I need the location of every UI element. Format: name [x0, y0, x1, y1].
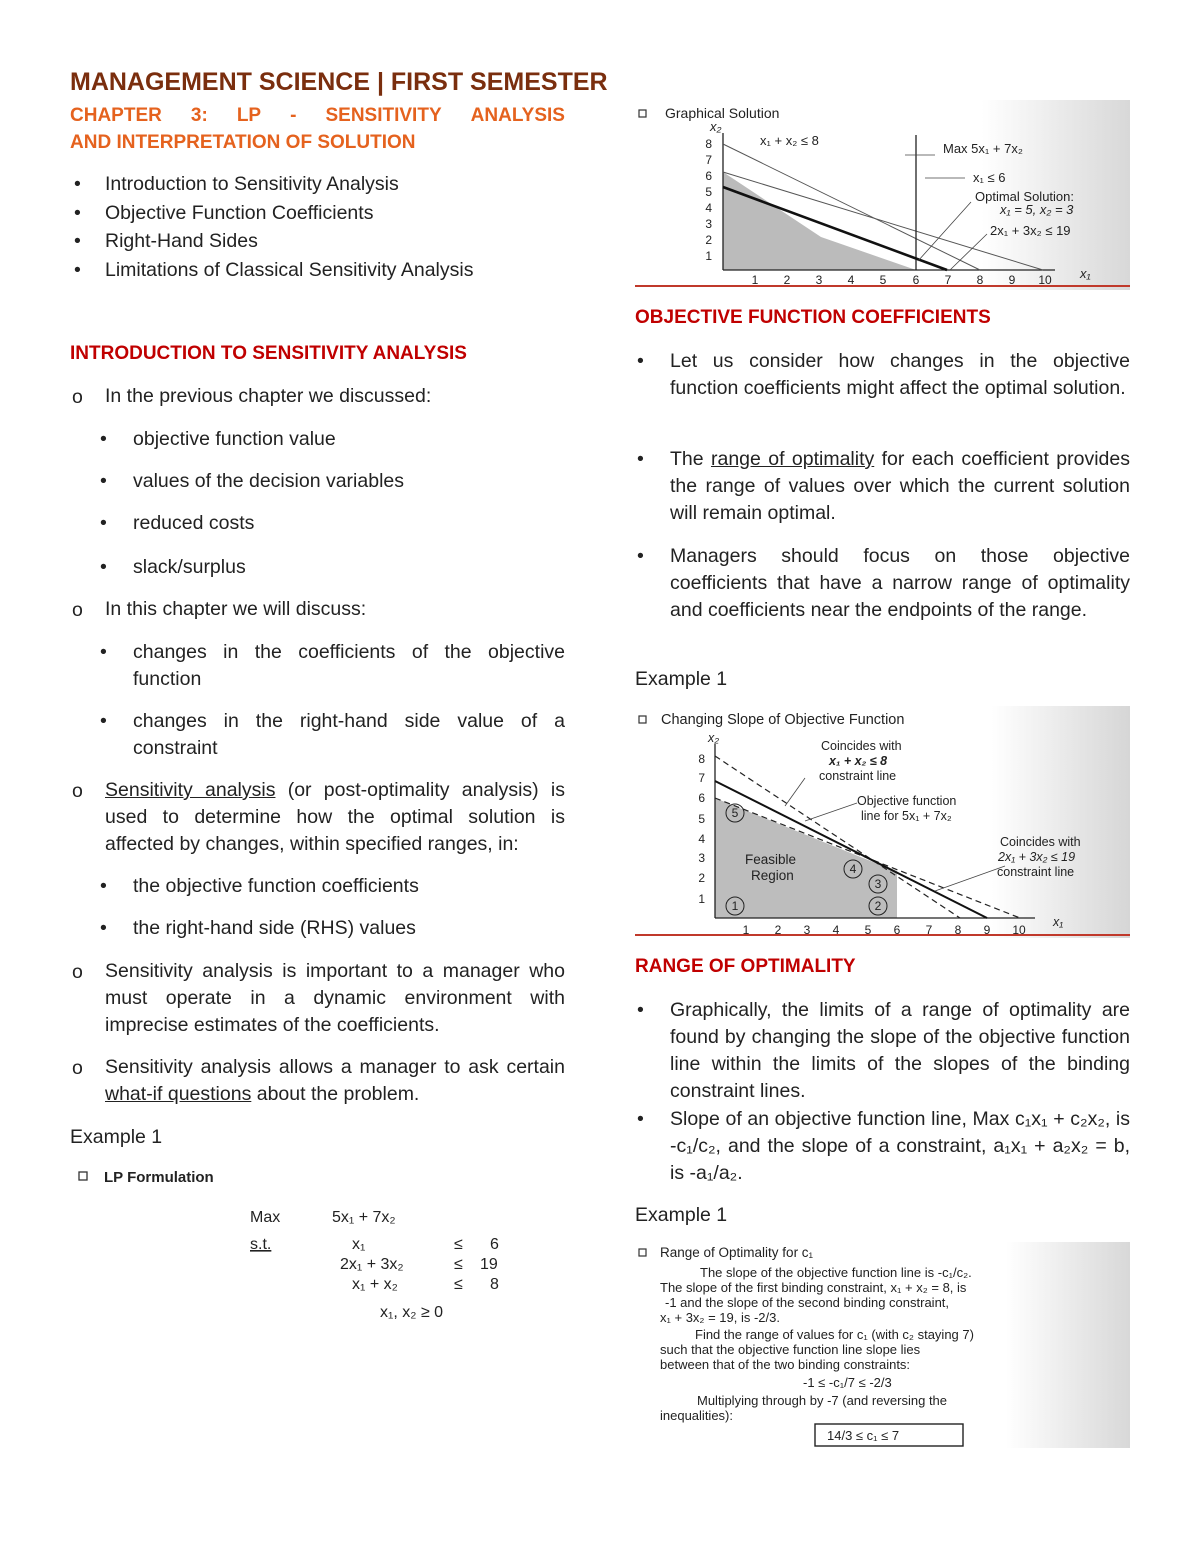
slope-tick-y: 1: [698, 892, 705, 906]
graph-label-c1: x₁ ≤ 6: [973, 170, 1006, 185]
graph-tick-x: 7: [944, 273, 952, 287]
graph-tick-y: 4: [705, 201, 712, 215]
chapter-title-line1: [70, 102, 565, 129]
bullet-icon: •: [637, 1108, 644, 1130]
intro-heading: INTRODUCTION TO SENSITIVITY ANALYSIS: [70, 343, 467, 364]
circle-bullet-icon: o: [72, 1057, 83, 1079]
graph-title: Graphical Solution: [665, 105, 780, 121]
graph-tick-x: 5: [879, 273, 887, 287]
sa-definition: Sensitivity analysis (or post-optimality analysis) is used to determine how the optimal solution is affected by changes, within specified ranges, in:: [105, 779, 565, 855]
slope-obj-a: Objective function: [857, 794, 957, 808]
bullet-icon: •: [637, 999, 644, 1021]
chapter-word: CHAPTER: [70, 105, 162, 126]
lp-c1-rhs: 6: [490, 1236, 499, 1253]
chapter-word: LP: [236, 105, 262, 126]
bullet-icon: •: [100, 428, 107, 450]
bullet-icon: •: [100, 875, 107, 897]
sa-allows: Sensitivity analysis allows a manager to ask certain what-if questions about the problem.: [105, 1056, 565, 1105]
graph-tick-y: 7: [705, 153, 712, 167]
bullet-icon: •: [74, 173, 81, 195]
lp-c1-lhs: x₁: [352, 1236, 366, 1253]
slope-tick-x: 6: [893, 923, 901, 937]
slope-coinc1-a: Coincides with: [821, 739, 902, 753]
lp-max-label: Max: [250, 1209, 281, 1226]
lp-c2-op: ≤: [454, 1256, 463, 1273]
point-label: 5: [731, 806, 739, 820]
chapter-title: [70, 102, 565, 156]
point-label: 4: [849, 862, 857, 876]
graph-tick-x: 2: [783, 273, 791, 287]
slope-y-axis-label: x₂: [708, 731, 720, 745]
slope-obj-b: line for 5x₁ + 7x₂: [861, 809, 952, 823]
slope-tick-x: 3: [803, 923, 811, 937]
sa-term: Sensitivity analysis: [105, 779, 276, 801]
graph-label-opt2: x₁ = 5, x₂ = 3: [1000, 202, 1074, 217]
prev-item: reduced costs: [133, 512, 255, 534]
range-line: between that of the two binding constraints:: [660, 1357, 911, 1372]
chapter-word: 3:: [190, 105, 208, 126]
point-label: 3: [874, 877, 882, 891]
what-if-link: what-if questions: [105, 1083, 252, 1105]
graph-x-axis-label: x₁: [1080, 266, 1091, 281]
roo-example-label: Example 1: [635, 1204, 728, 1226]
lp-c3-op: ≤: [454, 1276, 463, 1293]
this-item: changes in the right-hand side value of a constraint: [133, 710, 565, 759]
lp-c2-lhs: 2x₁ + 3x₂: [340, 1256, 404, 1273]
range-line: inequalities):: [660, 1408, 733, 1423]
slope-x-axis-label: x₁: [1053, 915, 1064, 929]
slope-tick-x: 8: [954, 923, 962, 937]
graph-y-axis-label: x₂: [710, 119, 722, 134]
graph-tick-x: 3: [815, 273, 823, 287]
graph-tick-y: 6: [705, 169, 712, 183]
range-line: The slope of the first binding constraint, x₁ + x₂ = 8, is: [660, 1280, 967, 1295]
bullet-icon: •: [100, 917, 107, 939]
slope-tick-x: 7: [925, 923, 933, 937]
slope-tick-x: 10: [1012, 923, 1026, 937]
range-line: -1 ≤ -c₁/7 ≤ -2/3: [803, 1375, 892, 1390]
bullet-icon: •: [637, 545, 644, 567]
graphical-solution-figure: [635, 100, 1130, 290]
lp-nonneg: x₁, x₂ ≥ 0: [380, 1304, 444, 1321]
intro-this-chapter: In this chapter we will discuss:: [105, 598, 367, 620]
changing-slope-figure: [635, 706, 1130, 938]
sa-item: the right-hand side (RHS) values: [133, 917, 416, 939]
slope-tick-x: 4: [832, 923, 840, 937]
chapter-title-line2: AND INTERPRETATION OF SOLUTION: [70, 132, 416, 153]
intro-example-label: Example 1: [70, 1126, 163, 1148]
chapter-word: -: [290, 105, 297, 126]
graph-tick-x: 9: [1008, 273, 1016, 287]
graph-label-c3: x₁ + x₂ ≤ 8: [760, 133, 819, 148]
range-line: The slope of the objective function line is -c₁/c₂.: [700, 1265, 972, 1280]
lp-formulation-figure: [70, 1162, 540, 1332]
graph-tick-y: 8: [705, 137, 712, 151]
slope-tick-y: 5: [698, 812, 705, 826]
range-line: Find the range of values for c₁ (with c₂ staying 7): [695, 1327, 974, 1342]
lp-c1-op: ≤: [454, 1236, 463, 1253]
slope-tick-x: 2: [774, 923, 782, 937]
circle-bullet-icon: o: [72, 599, 83, 621]
graph-tick-y: 3: [705, 217, 712, 231]
range-line: -1 and the slope of the second binding constraint,: [665, 1295, 950, 1310]
roo-heading: RANGE OF OPTIMALITY: [635, 956, 856, 977]
document-title: MANAGEMENT SCIENCE | FIRST SEMESTER: [70, 68, 608, 96]
graph-tick-x: 1: [751, 273, 759, 287]
lp-title: LP Formulation: [104, 1169, 214, 1186]
sa-important: Sensitivity analysis is important to a manager who must operate in a dynamic environment with imprecise estimates of the coefficients.: [105, 960, 565, 1036]
bullet-icon: •: [100, 470, 107, 492]
ofc-heading: OBJECTIVE FUNCTION COEFFICIENTS: [635, 307, 991, 328]
graph-tick-y: 5: [705, 185, 712, 199]
slope-tick-y: 6: [698, 791, 705, 805]
slope-tick-y: 8: [698, 752, 705, 766]
chapter-word: ANALYSIS: [470, 105, 565, 126]
range-of-optimality-figure: [635, 1242, 1130, 1448]
bullet-icon: •: [74, 201, 81, 224]
graph-label-c2: 2x₁ + 3x₂ ≤ 19: [990, 223, 1071, 238]
slope-coinc1-b: x₁ + x₂ ≤ 8: [829, 754, 888, 768]
chapter-word: SENSITIVITY: [325, 105, 442, 126]
slope-coinc2-a: Coincides with: [1000, 835, 1081, 849]
slope-coinc2-b: 2x₁ + 3x₂ ≤ 19: [998, 850, 1076, 864]
ofc-bullet-3: Managers should focus on those objective coefficients that have a narrow range of optimality and coefficients near the endpoints of the range.: [670, 545, 1130, 621]
circle-bullet-icon: o: [72, 961, 83, 983]
point-label: 1: [731, 899, 739, 913]
lp-c3-lhs: x₁ + x₂: [352, 1276, 398, 1293]
roo-bullet-1: Graphically, the limits of a range of optimality are found by changing the slope of the objective function line within the limits of the slopes of the binding constraint lines.: [670, 999, 1130, 1102]
graph-label-opt1: Optimal Solution:: [975, 189, 1074, 204]
point-label: 2: [874, 899, 882, 913]
slope-tick-x: 1: [742, 923, 750, 937]
graph-tick-x: 6: [912, 273, 920, 287]
bullet-icon: •: [100, 641, 107, 663]
prev-item: objective function value: [133, 428, 336, 450]
bullet-icon: •: [637, 350, 644, 372]
feasible-label-b: Region: [751, 868, 794, 883]
range-line: x₁ + 3x₂ = 19, is -2/3.: [660, 1310, 780, 1325]
slope-coinc1-c: constraint line: [819, 769, 897, 783]
figure-bullet-icon: [79, 1172, 87, 1180]
slope-tick-y: 4: [698, 832, 705, 846]
range-of-optimality-term: range of optimality: [710, 448, 875, 470]
ofc-bullet-2: The range of optimality for each coefficient provides the range of values over which the current solution will remain optimal.: [670, 448, 1130, 524]
slope-coinc2-c: constraint line: [997, 865, 1075, 879]
lp-st-label: s.t.: [250, 1236, 272, 1253]
slope-tick-y: 2: [698, 871, 705, 885]
graph-label-obj: Max 5x₁ + 7x₂: [943, 141, 1023, 156]
bullet-icon: •: [637, 448, 644, 470]
range-result: 14/3 ≤ c₁ ≤ 7: [827, 1428, 900, 1443]
slope-tick-y: 7: [698, 771, 705, 785]
prev-item: slack/surplus: [133, 556, 246, 578]
feasible-label-a: Feasible: [745, 852, 797, 867]
prev-item: values of the decision variables: [133, 470, 404, 492]
range-line: Multiplying through by -7 (and reversing the: [697, 1393, 948, 1408]
bullet-icon: •: [100, 512, 107, 534]
this-item: changes in the coefficients of the objective function: [133, 641, 565, 690]
graph-tick-x: 8: [976, 273, 984, 287]
bullet-icon: •: [100, 556, 107, 578]
graph-tick-y: 1: [705, 249, 712, 263]
circle-bullet-icon: o: [72, 780, 83, 802]
ofc-bullet-1: Let us consider how changes in the objective function coefficients might affect the optimal solution.: [670, 350, 1130, 399]
bullet-icon: •: [74, 230, 81, 252]
lp-c3-rhs: 8: [490, 1276, 499, 1293]
ofc-example-label: Example 1: [635, 668, 728, 690]
graph-tick-x: 10: [1038, 273, 1052, 287]
lp-c2-rhs: 19: [480, 1256, 498, 1273]
circle-bullet-icon: o: [72, 386, 83, 408]
sa-item: the objective function coefficients: [133, 875, 419, 897]
bullet-icon: •: [100, 710, 107, 732]
slope-tick-x: 5: [864, 923, 872, 937]
slope-tick-x: 9: [983, 923, 991, 937]
bullet-icon: •: [74, 258, 81, 281]
range-line: such that the objective function line slope lies: [660, 1342, 921, 1357]
lp-objective: 5x₁ + 7x₂: [332, 1209, 396, 1226]
slope-title: Changing Slope of Objective Function: [661, 712, 905, 728]
graph-tick-y: 2: [705, 233, 712, 247]
graph-tick-x: 4: [847, 273, 855, 287]
range-title: Range of Optimality for c₁: [660, 1245, 814, 1260]
intro-prev-discussed: In the previous chapter we discussed:: [105, 385, 432, 407]
slope-tick-y: 3: [698, 851, 705, 865]
roo-bullet-2: Slope of an objective function line, Max c₁x₁ + c₂x₂, is -c₁/c₂, and the slope of a constraint, a₁x₁ + a₂x₂ = b, is -a₁/a₂.: [670, 1108, 1130, 1184]
